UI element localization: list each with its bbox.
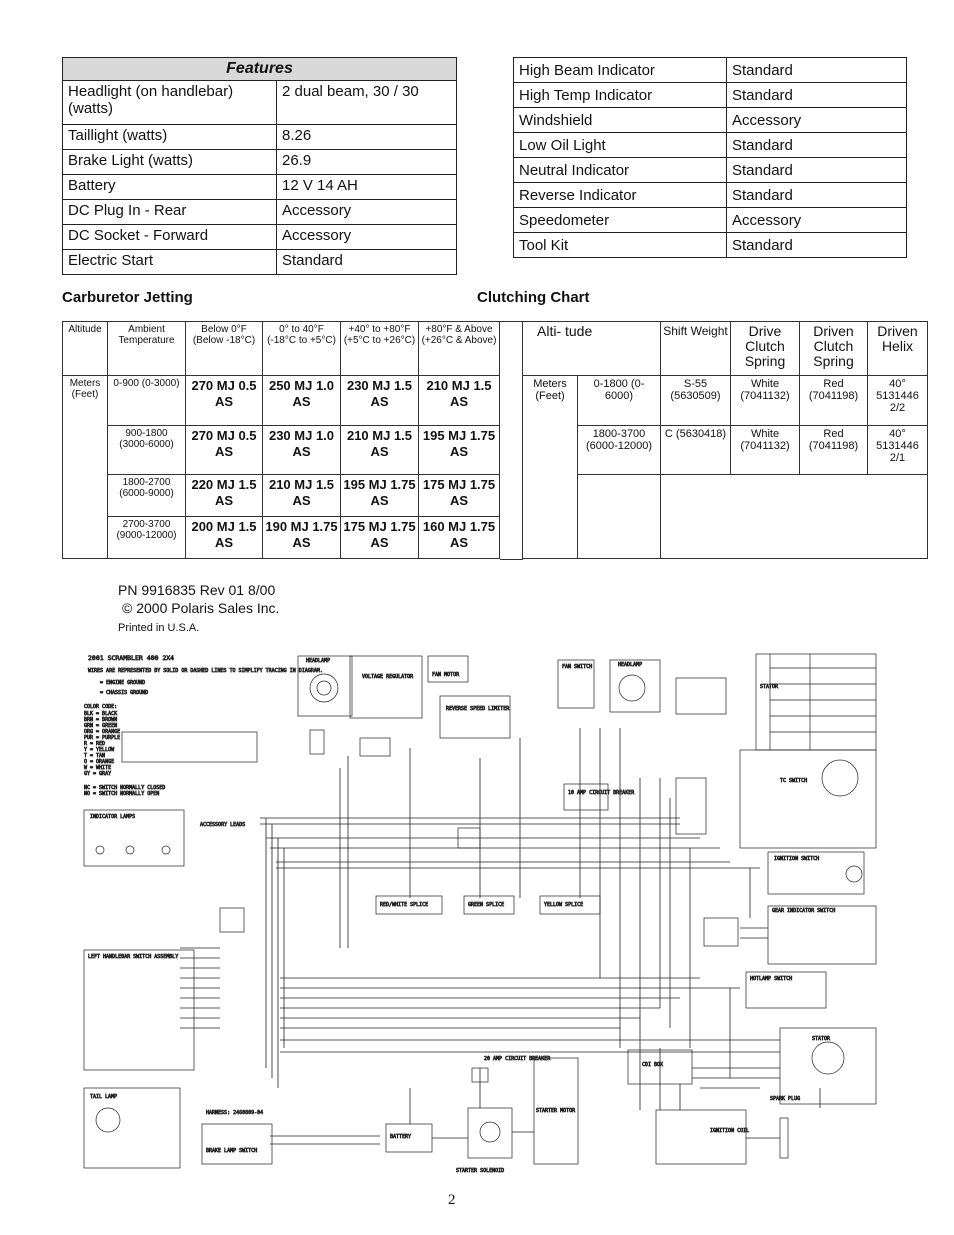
harness-wires xyxy=(180,728,820,1144)
accessory-leads-label: ACCESSORY LEADS xyxy=(200,822,246,828)
gear-connector xyxy=(704,918,738,946)
color-code: W = WHITE xyxy=(84,765,112,771)
indicator-value: Standard xyxy=(727,233,907,258)
tail-lamp-label: TAIL LAMP xyxy=(90,1094,118,1100)
carb-altitude: 0-900 (0-3000) xyxy=(108,376,186,426)
indicator-label: Windshield xyxy=(514,108,727,133)
carb-unit: Meters (Feet) xyxy=(63,376,108,559)
clutch-helix: 40° 5131446 2/1 xyxy=(868,426,928,475)
indicator-label: High Beam Indicator xyxy=(514,58,727,83)
carb-header: 0° to 40°F (-18°C to +5°C) xyxy=(263,322,341,376)
color-code: PUR = PURPLE xyxy=(84,735,121,741)
clutch-header: Driven Clutch Spring xyxy=(800,322,868,376)
carb-cell: 210 MJ 1.5 AS xyxy=(341,426,419,475)
features-label: Headlight (on handlebar) (watts) xyxy=(63,81,277,125)
red-white-splice-label: RED/WHITE SPLICE xyxy=(380,902,429,908)
features-label: Electric Start xyxy=(63,250,277,275)
carb-table xyxy=(62,321,500,559)
printed-in: Printed in U.S.A. xyxy=(118,622,200,634)
clutch-header: Shift Weight xyxy=(661,322,731,376)
page-number: 2 xyxy=(448,1192,456,1208)
carb-cell: 190 MJ 1.75 AS xyxy=(263,517,341,559)
green-splice-label: GREEN SPLICE xyxy=(468,902,505,908)
clutch-table xyxy=(522,321,928,559)
color-code: BLK = BLACK xyxy=(84,711,118,717)
carb-cell: 175 MJ 1.75 AS xyxy=(419,475,500,517)
connector-icon xyxy=(220,908,244,932)
features-value: 12 V 14 AH xyxy=(277,175,457,200)
indicator-lamp-icon xyxy=(96,846,104,854)
clutch-header: Drive Clutch Spring xyxy=(731,322,800,376)
fan-switch-label: FAN SWITCH xyxy=(562,664,593,670)
indicator-value: Accessory xyxy=(727,108,907,133)
tc-switch-box xyxy=(740,750,876,848)
table-divider xyxy=(500,321,523,560)
indicator-lamps-label: INDICATOR LAMPS xyxy=(90,814,136,820)
carb-cell: 270 MJ 0.5 AS xyxy=(186,426,263,475)
clutch-empty xyxy=(661,475,928,559)
indicator-label: High Temp Indicator xyxy=(514,83,727,108)
indicator-lamp-icon xyxy=(126,846,134,854)
clutch-driven: Red (7041198) xyxy=(800,426,868,475)
diagram-title: 2001 SCRAMBLER 400 2X4 xyxy=(88,654,175,662)
color-code: GY = GRAY xyxy=(84,771,112,777)
brake-switch-box xyxy=(202,1124,272,1164)
key-icon xyxy=(846,866,862,882)
headlamp-filament-icon xyxy=(317,681,331,695)
tail-lamp-bulb-icon xyxy=(96,1108,120,1132)
harness-label: HARNESS: 2460809-04 xyxy=(206,1110,264,1116)
brake-switch-label: BRAKE LAMP SWITCH xyxy=(206,1148,258,1154)
hot-lamp-label: HOTLAMP SWITCH xyxy=(750,976,793,982)
clutch-altitude: 1800-3700 (6000-12000) xyxy=(578,426,661,475)
features-value: 2 dual beam, 30 / 30 xyxy=(277,81,457,125)
features-value: Accessory xyxy=(277,225,457,250)
solenoid-icon xyxy=(480,1122,500,1142)
carb-cell: 160 MJ 1.75 AS xyxy=(419,517,500,559)
clutch-altitude: 0-1800 (0-6000) xyxy=(578,376,661,426)
stator-table-label: STATOR xyxy=(760,684,779,690)
features-label: Battery xyxy=(63,175,277,200)
splice-legend-box xyxy=(122,732,257,762)
indicator-value: Accessory xyxy=(727,208,907,233)
carb-cell: 200 MJ 1.5 AS xyxy=(186,517,263,559)
indicator-value: Standard xyxy=(727,158,907,183)
connector-block xyxy=(676,778,706,834)
throttle-icon xyxy=(822,760,858,796)
clutch-weight: S-55 (5630509) xyxy=(661,376,731,426)
features-label: Brake Light (watts) xyxy=(63,150,277,175)
clutch-title: Clutching Chart xyxy=(477,289,590,306)
clutch-unit: Meters (Feet) xyxy=(523,376,578,559)
indicator-lamp-icon xyxy=(162,846,170,854)
headlamp-bulb-icon xyxy=(310,674,338,702)
features-value: Accessory xyxy=(277,200,457,225)
clutch-header: Alti- tude xyxy=(523,322,661,376)
carb-cell: 250 MJ 1.0 AS xyxy=(263,376,341,426)
carb-cell: 230 MJ 1.5 AS xyxy=(341,376,419,426)
twenty-amp-label: 20 AMP CIRCUIT BREAKER xyxy=(484,1056,551,1062)
carb-header: +80°F & Above (+26°C & Above) xyxy=(419,322,500,376)
color-code-title: COLOR CODE: xyxy=(84,704,118,710)
carb-header: Altitude xyxy=(63,322,108,376)
carb-header: +40° to +80°F (+5°C to +26°C) xyxy=(341,322,419,376)
no-legend: NO = SWITCH NORMALLY OPEN xyxy=(84,791,160,797)
voltage-regulator-box xyxy=(350,656,422,718)
copyright: © 2000 Polaris Sales Inc. xyxy=(122,600,280,616)
yellow-splice-label: YELLOW SPLICE xyxy=(544,902,584,908)
ignition-coil-box xyxy=(656,1110,746,1164)
tail-lamp-box xyxy=(84,1088,180,1168)
clutch-empty xyxy=(578,475,661,559)
reverse-limiter-label: REVERSE SPEED LIMITER xyxy=(446,706,510,712)
carb-cell: 210 MJ 1.5 AS xyxy=(419,376,500,426)
connector-icon xyxy=(310,730,324,754)
indicator-value: Standard xyxy=(727,133,907,158)
carb-cell: 175 MJ 1.75 AS xyxy=(341,517,419,559)
features-value: 8.26 xyxy=(277,125,457,150)
carb-header: Ambient Temperature xyxy=(108,322,186,376)
features-value: Standard xyxy=(277,250,457,275)
color-code: O = ORANGE xyxy=(84,759,115,765)
clutch-weight: C (5630418) xyxy=(661,426,731,475)
indicator-value: Standard xyxy=(727,58,907,83)
fan-motor-label: FAN MOTOR xyxy=(432,672,460,678)
clutch-header: Driven Helix xyxy=(868,322,928,376)
regulator-connector xyxy=(360,738,390,756)
nc-legend: NC = SWITCH NORMALLY CLOSED xyxy=(84,785,166,791)
features-table xyxy=(62,57,457,275)
ten-amp-box xyxy=(564,784,608,810)
features-label: Taillight (watts) xyxy=(63,125,277,150)
indicators-table xyxy=(513,57,907,258)
indicator-value: Standard xyxy=(727,83,907,108)
indicator-label: Speedometer xyxy=(514,208,727,233)
clutch-drive: White (7041132) xyxy=(731,376,800,426)
color-code: Y = YELLOW xyxy=(84,747,115,753)
stator-table xyxy=(756,654,876,750)
clutch-driven: Red (7041198) xyxy=(800,376,868,426)
headlamp-box xyxy=(298,656,352,716)
starter-solenoid-label: STARTER SOLENOID xyxy=(456,1168,505,1174)
spark-plug-icon xyxy=(780,1118,788,1158)
carb-altitude: 1800-2700 (6000-9000) xyxy=(108,475,186,517)
features-label: DC Socket - Forward xyxy=(63,225,277,250)
features-label: DC Plug In - Rear xyxy=(63,200,277,225)
color-code: BRN = BROWN xyxy=(84,717,118,723)
tc-switch-label: TC SWITCH xyxy=(780,778,808,784)
ignition-switch-label: IGNITION SWITCH xyxy=(774,856,820,862)
carb-title: Carburetor Jetting xyxy=(62,289,193,306)
diagram-note: WIRES ARE REPRESENTED BY SOLID OR DASHED LINES TO SIMPLIFY TRACING IN DIAGRAM. xyxy=(88,668,323,674)
fan-motor-box xyxy=(428,656,468,682)
features-title: Features xyxy=(63,58,457,81)
gear-switch-box xyxy=(768,906,876,964)
ignition-coil-label: IGNITION COIL xyxy=(710,1128,750,1134)
spark-plug-label: SPARK PLUG xyxy=(770,1096,801,1102)
headlamp-right-label: HEADLAMP xyxy=(618,662,643,668)
carb-cell: 230 MJ 1.0 AS xyxy=(263,426,341,475)
stator-label: STATOR xyxy=(812,1036,831,1042)
carb-header: Below 0°F (Below -18°C) xyxy=(186,322,263,376)
starter-motor-label: STARTER MOTOR xyxy=(536,1108,576,1114)
indicator-label: Low Oil Light xyxy=(514,133,727,158)
clutch-helix: 40° 5131446 2/2 xyxy=(868,376,928,426)
color-code: GRN = GREEN xyxy=(84,723,118,729)
indicator-label: Neutral Indicator xyxy=(514,158,727,183)
indicator-value: Standard xyxy=(727,183,907,208)
voltage-regulator-label: VOLTAGE REGULATOR xyxy=(362,674,414,680)
indicator-label: Tool Kit xyxy=(514,233,727,258)
carb-cell: 220 MJ 1.5 AS xyxy=(186,475,263,517)
headlamp-right-bulb-icon xyxy=(619,675,645,701)
carb-cell: 195 MJ 1.75 AS xyxy=(419,426,500,475)
stator-icon xyxy=(812,1042,844,1074)
carb-cell: 270 MJ 0.5 AS xyxy=(186,376,263,426)
left-handlebar-box xyxy=(84,950,194,1070)
features-value: 26.9 xyxy=(277,150,457,175)
color-code: T = TAN xyxy=(84,753,106,759)
carb-altitude: 2700-3700 (9000-12000) xyxy=(108,517,186,559)
carb-altitude: 900-1800 (3000-6000) xyxy=(108,426,186,475)
wiring-diagram xyxy=(80,648,880,1181)
part-number: PN 9916835 Rev 01 8/00 xyxy=(118,582,276,598)
indicator-label: Reverse Indicator xyxy=(514,183,727,208)
clutch-drive: White (7041132) xyxy=(731,426,800,475)
chassis-ground: = CHASSIS GROUND xyxy=(100,690,149,696)
color-code: R = RED xyxy=(84,741,106,747)
gear-switch-label: GEAR INDICATOR SWITCH xyxy=(772,908,836,914)
carb-cell: 210 MJ 1.5 AS xyxy=(263,475,341,517)
engine-ground: = ENGINE GROUND xyxy=(100,680,146,686)
switch-box xyxy=(676,678,726,714)
ten-amp-label: 10 AMP CIRCUIT BREAKER xyxy=(568,790,635,796)
battery-label: BATTERY xyxy=(390,1134,412,1140)
carb-cell: 195 MJ 1.75 AS xyxy=(341,475,419,517)
color-code: ORG = ORANGE xyxy=(84,729,121,735)
left-handlebar-label: LEFT HANDLEBAR SWITCH ASSEMBLY xyxy=(88,954,179,960)
cdi-box-label: CDI BOX xyxy=(642,1062,664,1068)
reverse-limiter-box xyxy=(440,696,510,738)
starter-solenoid-box xyxy=(468,1108,512,1158)
headlamp-label: HEADLAMP xyxy=(306,658,331,664)
